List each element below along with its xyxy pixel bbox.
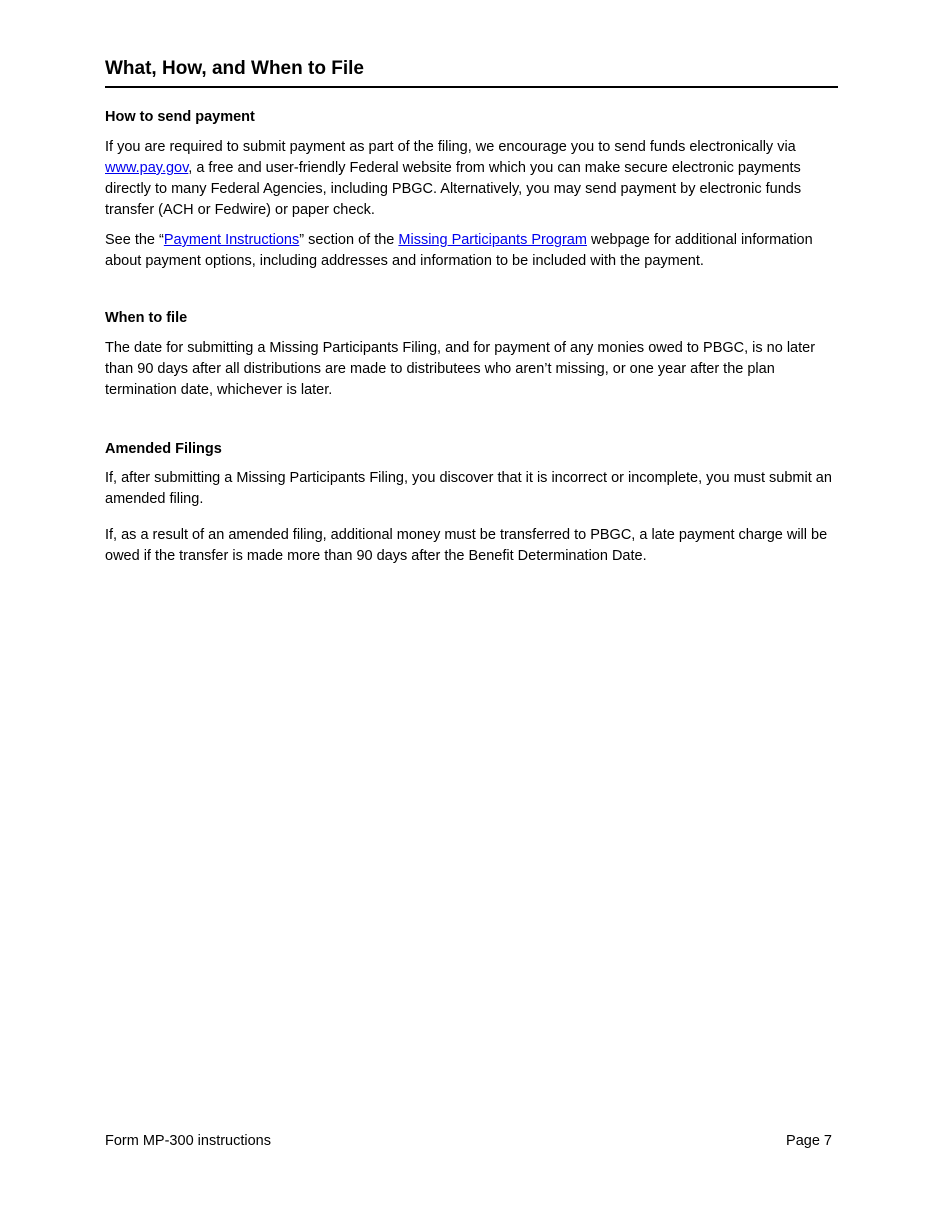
payment-instructions-link[interactable]: Payment Instructions xyxy=(163,232,300,248)
when-to-file-paragraph: The date for submitting a Missing Participants Filing, and for payment of any monies owed to PBGC, is no later than 90 days after all distributions are made to distributees who aren’t missing, or one year after the plan termination date, whichever is later. xyxy=(105,340,816,398)
payment-p1-text-after: , a free and user-friendly Federal website from which you can make secure electronic payments directly to many Federal Agencies, including PBGC. Alternatively, you may send payment by electronic funds transfer (ACH or Fedwire) or paper check. xyxy=(105,160,802,218)
page-footer xyxy=(105,1131,832,1152)
payment-p1-text-before: If you are required to submit payment as part of the filing, we encourage you to send funds electronically via xyxy=(105,139,796,155)
amended-paragraph-1: If, after submitting a Missing Participants Filing, you discover that it is incorrect or incomplete, you must submit an amended filing. xyxy=(105,470,832,507)
document-page xyxy=(105,56,838,567)
pay-gov-link[interactable]: www.pay.gov xyxy=(105,160,189,176)
missing-participants-program-link[interactable]: Missing Participants Program xyxy=(398,232,587,248)
section-heading-when-to-file: When to file xyxy=(105,310,188,326)
payment-paragraph-2 xyxy=(105,230,838,272)
section-heading-amended-filings: Amended Filings xyxy=(105,441,222,457)
page-title: What, How, and When to File xyxy=(105,56,838,88)
footer-page-number: Page 7 xyxy=(786,1133,832,1149)
amended-paragraph-2: If, as a result of an amended filing, additional money must be transferred to PBGC, a late payment charge will be owed if the transfer is made more than 90 days after the Benefit Determination Date. xyxy=(105,527,828,564)
payment-p2-text-1: See the “ xyxy=(105,232,164,248)
section-heading-payment: How to send payment xyxy=(105,109,255,125)
payment-p2-text-2: ” section of the xyxy=(299,232,399,248)
payment-p2-text-3: webpage for additional information about payment options, including addresses and information to be included with the payment. xyxy=(105,232,813,269)
footer-form-label: Form MP-300 instructions xyxy=(105,1133,271,1149)
payment-paragraph-1 xyxy=(105,137,838,221)
